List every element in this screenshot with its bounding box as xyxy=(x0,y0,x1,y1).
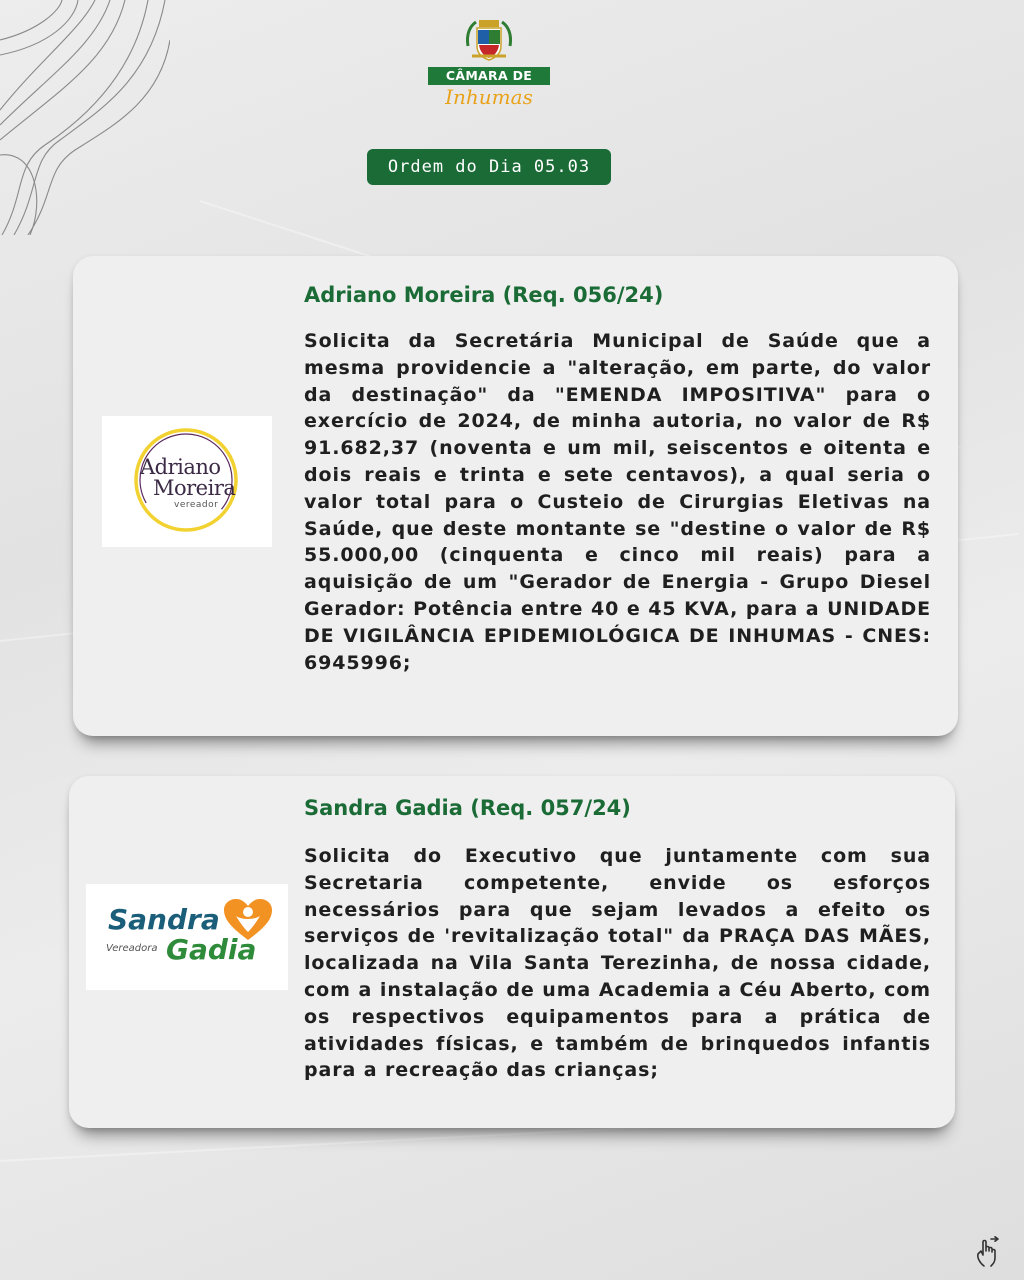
logo-subtitle: vereador xyxy=(174,500,219,510)
logo-title: CÂMARA DE xyxy=(428,67,550,85)
swipe-hand-icon xyxy=(973,1236,1003,1268)
logo-text-line2: Moreira xyxy=(153,476,236,500)
council-crest-icon xyxy=(464,16,514,64)
request-text: Solicita do Executivo que juntamente com sua Secretaria competente, envide os esforços necessários para que sejam levados a efeito os serviços de 'revitalização total" da PRAÇA DAS MÃES, localizada na Vila Santa Terezinha, de nossa cidade, com a instalação de uma Academia a Céu Aberto, com os respectivos equipamentos para a prática de atividades físicas, e também de brinquedos infantis para a recreação das crianças; xyxy=(304,845,931,1082)
logo-text-line1: Sandra xyxy=(108,903,220,936)
logo-city: Inhumas xyxy=(445,85,533,109)
logo-text-line2: Gadia xyxy=(166,933,257,966)
request-title: Sandra Gadia (Req. 057/24) xyxy=(304,796,631,820)
request-card xyxy=(69,776,955,1128)
date-badge: Ordem do Dia 05.03 xyxy=(367,149,611,185)
request-card xyxy=(73,256,958,736)
logo-text-line1: Adriano xyxy=(140,455,221,479)
request-title: Adriano Moreira (Req. 056/24) xyxy=(304,283,664,307)
logo-subtitle: Vereadora xyxy=(106,943,158,954)
contour-lines-decoration xyxy=(0,0,170,235)
candidate-logo-sandra xyxy=(86,884,288,990)
camara-logo xyxy=(428,16,550,116)
request-text: Solicita da Secretária Municipal de Saúde que a mesma providencie a "alteração, em parte, do valor da destinação" da "EMENDA IMPOSITIVA" para o exercício de 2024, de minha autoria, no valor de R$ 91.682,37 (noventa e um mil, seiscentos e oitenta e dois reais e trinta e sete centavos), a qual seria o valor total para o Custeio de Cirurgias Eletivas na Saúde, que deste montante se "destine o valor de R$ 55.000,00 (cinquenta e cinco mil reais) para a aquisição de um "Gerador de Energia - Grupo Diesel Gerador: Potência entre 40 e 45 KVA, para a UNIDADE DE VIGILÂNCIA EPIDEMIOLÓGICA DE INHUMAS - CNES: 6945996; xyxy=(304,330,931,674)
candidate-logo-adriano xyxy=(102,416,272,547)
